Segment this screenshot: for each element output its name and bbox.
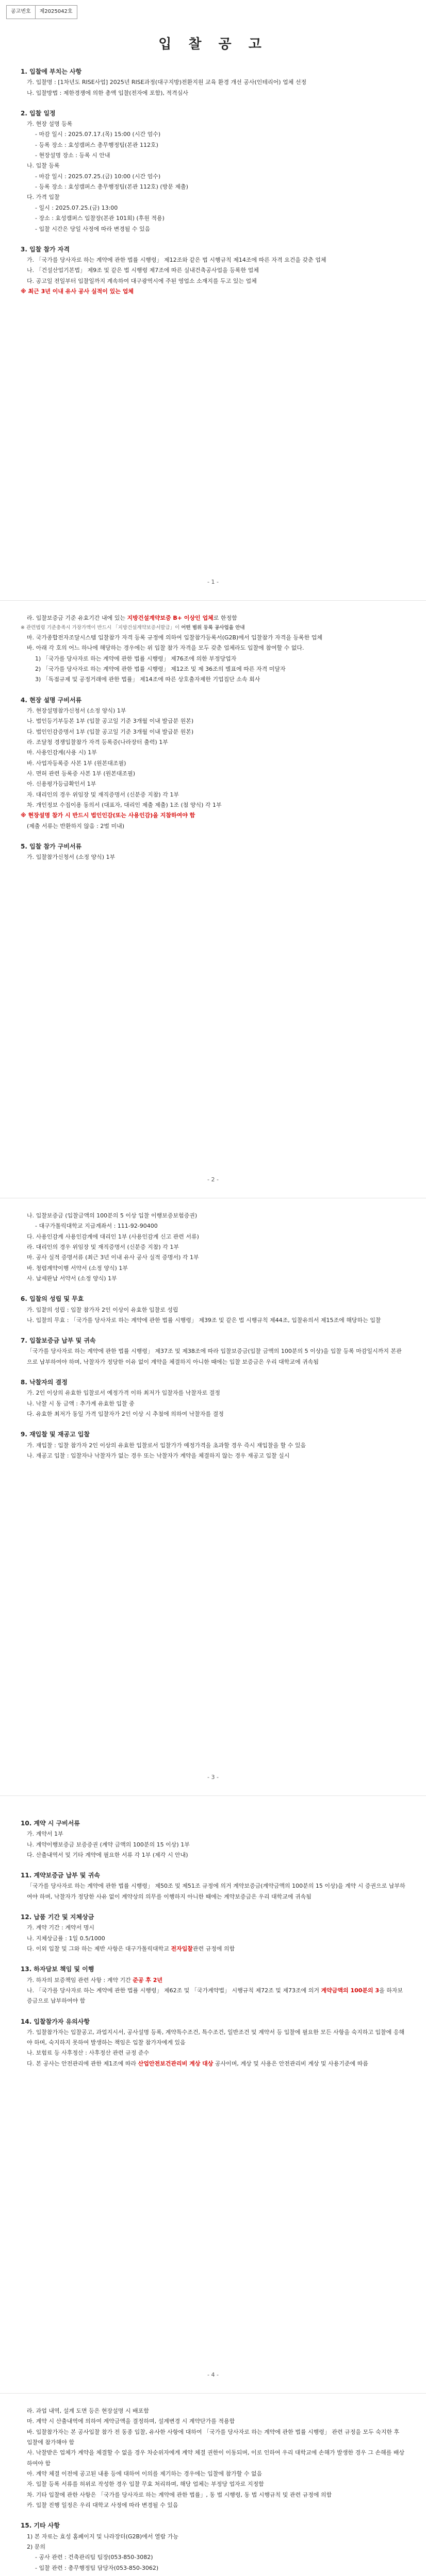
document-line: 가. 계약서 1부 (27, 1831, 63, 1838)
document-line: 가. 현장설명참가신청서 (소정 양식) 1부 (27, 707, 126, 714)
document-line: 다. 본 공사는 안전관리에 관한 제1조에 따라 산업안전보건관리비 계상 대상 공사이며, 계상 및 사용은 안전관리비 계상 및 사용기준에 따름 (27, 2060, 369, 2067)
page-divider (0, 1795, 426, 1796)
section-heading: 5. 입찰 참가 구비서류 (21, 842, 82, 850)
document-line: 2) 문의 (27, 2543, 46, 2550)
section-heading: 11. 계약보증금 납부 및 귀속 (21, 1872, 100, 1879)
notice-number-value: 제2025042호 (35, 6, 77, 19)
document-line: 라. 입찰보증금 기준 유효기간 내에 있는 지방건설계약보증 B+ 이상인 업체로 한정함 (27, 615, 237, 621)
document-line: 바. 아래 각 호의 어느 하나에 해당하는 경우에는 위 입찰 참가 자격을 모두 갖춘 업체라도 입찰에 참여할 수 없다. (27, 645, 304, 652)
document-line: 나. 입찰 등록 (27, 162, 60, 170)
document-line: - 입찰 관련 : 총무행정팀 담당자(053-850-3062) (35, 2564, 159, 2571)
document-line: ※ 최근 3년 이내 유사 공사 실적이 있는 업체 (21, 288, 134, 295)
document-line: 다. 유효한 최저가 동일 가격 입찰자가 2인 이상 시 추첨에 의하여 낙찰자를 결정 (27, 1411, 224, 1418)
document-line: - 마감 일시 : 2025.07.25.(금) 10:00 (시간 엄수) (35, 173, 161, 180)
document-line: 1) 본 자료는 효성 홈페이지 및 나라장터(G2B)에서 열람 가능 (27, 2533, 179, 2540)
document-line: 가. 계약 기간 : 계약서 명시 (27, 1924, 94, 1931)
page-2-body (21, 613, 405, 862)
document-line: 차. 개인정보 수집이용 동의서 (대표자, 대리인 제출 제출) 1조 (첨 양식) 각 1부 (27, 801, 222, 808)
notice-number-label: 공고번호 (11, 9, 31, 14)
section-heading: 3. 입찰 참가 자격 (21, 245, 70, 253)
document-line: 라. 과업 내역, 설계 도면 등은 현장설명 시 배포함 (27, 2408, 149, 2414)
document-line: 가. 입찰참가자는 입찰공고, 과업지시서, 공사설명 등록, 계약특수조건, 특수조건, 일반조건 및 계약서 등 입찰에 필요한 모든 사항을 숙지하고 입찰에 응해야 하며, 숙지하지 못하여 발생하는 책임은 입찰 참가자에게 있음 (27, 2028, 405, 2046)
document-line: 다. 법인인감증명서 1부 (입찰 공고일 기준 3개월 이내 발급분 원본) (27, 728, 194, 735)
page-number: - 1 - (207, 579, 219, 585)
document-line: 나. 낙찰 시 동 금액 : 추가계 유효한 입찰 중 (27, 1400, 135, 1407)
document-line: 마. 계약 시 산출내역에 의하여 계약금액을 결정하며, 설계변경 시 계약단가를 적용함 (27, 2418, 235, 2425)
document-line: 다. 사용인감계 사용인감계에 대리인 1부 (사용인감계 신고 관련 서류) (27, 1233, 199, 1240)
document-line: 가. 입찰의 성립 : 입찰 참가자 2인 이상이 유효한 입찰로 성립 (27, 1306, 178, 1313)
document-line: 마. 사용인감계(사용 시) 1부 (27, 749, 97, 756)
notice-number-box (6, 5, 77, 19)
document-line: 나. 법인등기부등본 1부 (입찰 공고일 기준 3개월 이내 발급분 원본) (27, 718, 194, 725)
document-line: ※ 현장설명 참가 시 반드시 법인인감(또는 사용인감)을 지참하여야 함 (21, 812, 195, 819)
page-1-body (21, 57, 405, 297)
document-line: 라. 조달청 경쟁입찰참가 자격 등록증(나라장터 출력) 1부 (27, 738, 168, 745)
document-line: 차. 기타 입찰에 관한 사항은 「국가를 당사자로 하는 계약에 관한 법률」, 동 법 시행령, 동 법 시행규칙 및 관련 규정에 의함 (27, 2491, 332, 2498)
document-line: - 마감 일시 : 2025.07.17.(목) 15:00 (시간 엄수) (35, 131, 161, 138)
page-divider (0, 600, 426, 601)
document-line: 바. 청렴계약이행 서약서 (소정 양식) 1부 (27, 1264, 128, 1272)
document-line: 다. 산출내역서 및 기타 계약에 필요한 서류 각 1부 (제각 시 안내) (27, 1851, 188, 1858)
section-heading: 15. 기타 사항 (21, 2522, 60, 2530)
document-line: 가. 현장 설명 등록 (27, 121, 73, 128)
document-line: ※ 관련법령 기준충족시 가장가액이 반드시 「지방건설계약보증서발급」이 어떤 범위 등록 공사업을 안내 (21, 625, 245, 631)
document-line: 사. 면허 관련 등록증 사본 1부 (원본대조필) (27, 770, 136, 777)
section-heading: 12. 납품 기간 및 지체상금 (21, 1913, 94, 1921)
document-line: 2) 「국가를 당사자로 하는 계약에 관한 법률 시행령」 제12조 및 제 36조의 별표에 따른 자격 미달자 (35, 665, 286, 672)
section-heading: 13. 하자담보 책임 및 이행 (21, 1965, 94, 1973)
document-line: 가. 재입찰 : 입찰 참가자 2인 이상의 유효한 입찰로서 입찰가가 예정가격을 초과할 경우 즉시 재입찰을 할 수 있음 (27, 1442, 306, 1449)
section-heading: 8. 낙찰자의 결정 (21, 1379, 68, 1386)
document-line: 마. 공사 실적 증명서류 (최근 3년 이내 유사 공사 실적 증명서) 각 1부 (27, 1254, 199, 1261)
document-line: 아. 계약 체결 이전에 공고된 내용 등에 대하여 이의를 제기하는 경우에는 입찰에 참가할 수 없음 (27, 2470, 263, 2478)
document-line: - 일시 : 2025.07.25.(금) 13:00 (35, 204, 118, 211)
document-line: 나. 계약이행보증금 보증증권 (계약 금액의 100분의 15 이상) 1부 (27, 1841, 190, 1848)
document-line: 아. 신용평가등급확인서 1부 (27, 781, 96, 788)
document-line: (제출 서류는 반환하지 않음 : 2벌 미내) (27, 822, 125, 829)
document-line: 나. 「건설산업기본법」 제9조 및 같은 법 시행령 제7조에 따른 실내건축공사업을 등록한 업체 (27, 267, 259, 274)
document-line: - 공사 관련 : 건축관리팀 팀장(053-850-3082) (35, 2554, 153, 2561)
document-line: 가. 2인 이상의 유효한 입찰로서 예정가격 이하 최저가 입찰자를 낙찰자로 결정 (27, 1389, 220, 1397)
document-line: 가. 「국가를 당사자로 하는 계약에 관한 법률 시행령」 제12조와 같은 법 시행규칙 제14조에 따른 자격 요건을 갖춘 업체 (27, 257, 326, 264)
page-divider (0, 2393, 426, 2394)
document-line: 라. 대리인의 경우 위임장 및 재직증명서 (신분증 지참) 각 1부 (27, 1244, 179, 1251)
page-number: - 2 - (207, 1176, 219, 1183)
document-line: 나. 입찰방법 : 제한경쟁에 의한 총액 입찰(전자에 포함), 적격심사 (27, 89, 188, 96)
document-line: 1) 「국가를 당사자로 하는 계약에 관한 법률 시행령」 제76조에 의한 부정당업자 (35, 655, 237, 662)
section-heading: 4. 현장 설명 구비서류 (21, 696, 82, 704)
document-line: 3) 「독점규제 및 공정거래에 관한 법률」 제14조에 따른 상호출자제한 기업집단 소속 회사 (35, 676, 260, 683)
document-line: - 등록 장소 : 효성캠퍼스 총무행정팀(본관 112호) (방문 제출) (35, 183, 188, 191)
page-5-body (21, 2406, 405, 2573)
document-line: 나. 지체상금률 : 1일 0.5/1000 (27, 1935, 105, 1942)
document-line: 다. 가격 입찰 (27, 194, 60, 201)
section-heading: 2. 입찰 일정 (21, 109, 56, 117)
page-title: 입 찰 공 고 (158, 37, 268, 52)
document-line: 마. 국가종합전자조달시스템 입찰참가 자격 등록 규정에 의하여 입찰참가등록서(G2B)에서 입찰참가 자격을 등록한 업체 (27, 634, 323, 641)
document-line: 나. 보험료 등 사후정산 : 사후정산 관련 규정 준수 (27, 2049, 150, 2057)
section-heading: 7. 입찰보증금 납부 및 귀속 (21, 1337, 96, 1345)
document-line: 다. 이외 입찰 및 그와 하는 제반 사항은 대구가톨릭대학교 전자입찰관련 규정에 의함 (27, 1945, 235, 1952)
section-heading: 1. 입찰에 부치는 사항 (21, 68, 82, 75)
document-line: 나. 재공고 입찰 : 입찰자나 낙찰자가 없는 경우 또는 낙찰자가 계약을 체결하지 않는 경우 재공고 입찰 실시 (27, 1452, 290, 1459)
page-number: - 3 - (207, 1774, 219, 1781)
section-heading: 9. 재입찰 및 재공고 입찰 (21, 1431, 90, 1438)
section-heading: 6. 입찰의 성립 및 무효 (21, 1295, 84, 1303)
document-line: - 등록 장소 : 효성캠퍼스 총무행정팀(본관 112호) (35, 141, 158, 148)
document-line: 다. 공고일 전일부터 입찰일까지 계속하여 대구광역시에 주된 영업소 소재지를 두고 있는 업체 (27, 277, 257, 284)
document-line: 사. 낙찰받은 업체가 계약을 체결할 수 없을 경우 차순위자에게 계약 체결 권한이 이동되며, 이로 인하여 우리 대학교에 손해가 발생한 경우 그 손해를 배상하여야 함 (27, 2449, 405, 2467)
document-line: 나. 입찰보증금 (입찰금액의 100분의 5 이상 입찰 이행보증보험증권) (27, 1212, 198, 1219)
document-line: 가. 입찰참가신청서 (소정 양식) 1부 (27, 854, 116, 861)
document-line: 가. 입찰명 : [1차년도 RISE사업] 2025년 RISE과정(대구지방)전환지원 교육 환경 개선 공사(인테리어) 업체 선정 (27, 79, 307, 86)
page-3-body (21, 1211, 405, 1461)
page-number: - 4 - (207, 2371, 219, 2378)
document-line: 자. 입찰 등록 서류를 허위로 작성한 경우 입찰 무효 처리하며, 해당 업체는 부정당 업자로 지정함 (27, 2481, 264, 2488)
document-line: - 입찰 시간은 당일 사정에 따라 변경될 수 있음 (35, 225, 151, 232)
document-line: 바. 입찰참가자는 본 공사입찰 참가 전 동종 입찰, 유사한 사항에 대하여 「국가를 당사자로 하는 계약에 관한 법률 시행령」 관련 규정을 모두 숙지한 후 입찰에 참가해야 함 (27, 2428, 400, 2446)
document-line: 카. 입찰 진행 일정은 우리 대학교 사정에 따라 변경될 수 있음 (27, 2502, 178, 2509)
section-heading: 14. 입찰참가자 유의사항 (21, 2018, 90, 2025)
document-line: 나. 「국가를 당사자로 하는 계약에 관한 법률 시행령」 제62조 및 「국가계약법」 시행규칙 제72조 및 제73조에 의거 계약금액의 100분의 3을 하자보증금으로 납부하여야 함 (27, 1987, 403, 2005)
document-line: 「국가를 당사자로 하는 계약에 관한 법률 시행령」 제37조 및 제38조에 따라 입찰보증금(입찰 금액의 100분의 5 이상)을 입찰 등록 마감일시까지 본관으로 납부하여야 하며, 낙찰자가 정당한 이유 없이 계약을 체결하지 아니한 때에는 입찰 보증금은 우리 대학교에 귀속됨 (27, 1348, 402, 1365)
document-line: - 장소 : 효성캠퍼스 입찰장(본관 101회) (후원 적용) (35, 215, 165, 222)
document-line: 나. 입찰의 무효 : 「국가를 당사자로 하는 계약에 관한 법률 시행령」 제39조 및 같은 법 시행규칙 제44조, 입찰유의서 제15조에 해당하는 입찰 (27, 1316, 381, 1324)
document-line: 「국가를 당사자로 하는 계약에 관한 법률 시행령」 제50조 및 제51조 규정에 의거 계약보증금(계약금액의 100분의 15 이상)을 계약 시 증권으로 납부하여야 하며, 낙찰자가 정당한 사유 없이 계약상의 의무를 이행하지 아니한 때에는 계약보증금은 우리 대학교에 귀속됨 (27, 1883, 405, 1900)
document-line: - 대구가톨릭대학교 지급계좌서 : 111-92-90400 (35, 1223, 158, 1230)
page-4-body (21, 1808, 405, 2069)
document-line: 바. 사업자등록증 사본 1부 (원본대조필) (27, 759, 126, 767)
document-line: 사. 납세완납 서약서 (소정 양식) 1부 (27, 1275, 117, 1282)
document-line: 가. 하자의 보증책임 관련 사항 : 계약 기간 준공 후 2년 (27, 1976, 163, 1984)
document-line: - 현장설명 장소 : 등록 시 안내 (35, 152, 110, 159)
section-heading: 10. 계약 시 구비서류 (21, 1820, 80, 1827)
document-line: 자. 대리인의 경우 위임장 및 재직증명서 (신분증 지참) 각 1부 (27, 791, 179, 798)
